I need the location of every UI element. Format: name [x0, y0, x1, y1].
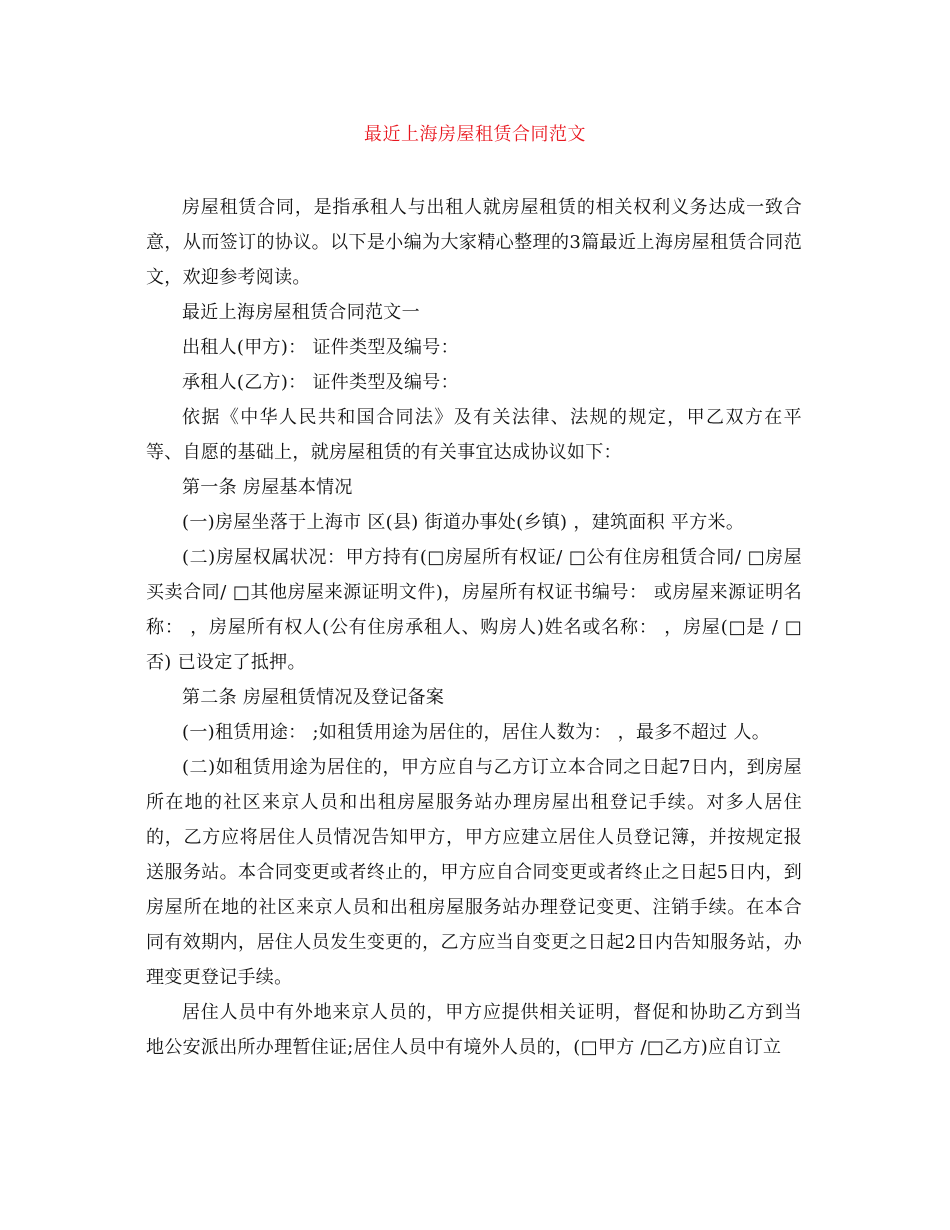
paragraph: 房屋租赁合同，是指承租人与出租人就房屋租赁的相关权利义务达成一致合意，从而签订的协议。以下是小编为大家精心整理的3篇最近上海房屋租赁合同范文，欢迎参考阅读。 [146, 197, 802, 288]
document-title: 最近上海房屋租赁合同范文 [364, 124, 586, 145]
paragraph: (二)房屋权属状况：甲方持有(□房屋所有权证/ □公有住房租赁合同/ □房屋买卖合同/ □其他房屋来源证明文件)，房屋所有权证书编号： 或房屋来源证明名称： ，房屋所有权人(公有住房承租人、购房人)姓名或名称： ，房屋(□是 / □否) 已设定了抵押。 [146, 547, 802, 673]
paragraph: 第二条 房屋租赁情况及登记备案 [182, 687, 445, 708]
paragraph: 承租人(乙方)： 证件类型及编号： [182, 372, 459, 393]
paragraph: 出租人(甲方)： 证件类型及编号： [182, 337, 459, 358]
paragraph: 居住人员中有外地来京人员的，甲方应提供相关证明，督促和协助乙方到当地公安派出所办理暂住证;居住人员中有境外人员的，(□甲方 /□乙方)应自订立 [146, 1002, 802, 1058]
document-body [146, 190, 802, 1065]
paragraph: 最近上海房屋租赁合同范文一 [182, 302, 420, 323]
paragraph: (一)房屋坐落于上海市 区(县) 街道办事处(乡镇) ，建筑面积 平方米。 [182, 512, 745, 533]
paragraph: 第一条 房屋基本情况 [182, 477, 353, 498]
paragraph: 依据《中华人民共和国合同法》及有关法律、法规的规定，甲乙双方在平等、自愿的基础上，就房屋租赁的有关事宜达成协议如下： [146, 407, 802, 463]
paragraph: (二)如租赁用途为居住的，甲方应自与乙方订立本合同之日起7日内，到房屋所在地的社区来京人员和出租房屋服务站办理房屋出租登记手续。对多人居住的，乙方应将居住人员情况告知甲方，甲方应建立居住人员登记簿，并按规定报送服务站。本合同变更或者终止的，甲方应自合同变更或者终止之日起5日内，到房屋所在地的社区来京人员和出租房屋服务站办理登记变更、注销手续。在本合同有效期内，居住人员发生变更的，乙方应当自变更之日起2日内告知服务站，办理变更登记手续。 [146, 757, 802, 988]
paragraph: (一)租赁用途： ;如租赁用途为居住的，居住人数为： ，最多不超过 人。 [182, 722, 771, 743]
